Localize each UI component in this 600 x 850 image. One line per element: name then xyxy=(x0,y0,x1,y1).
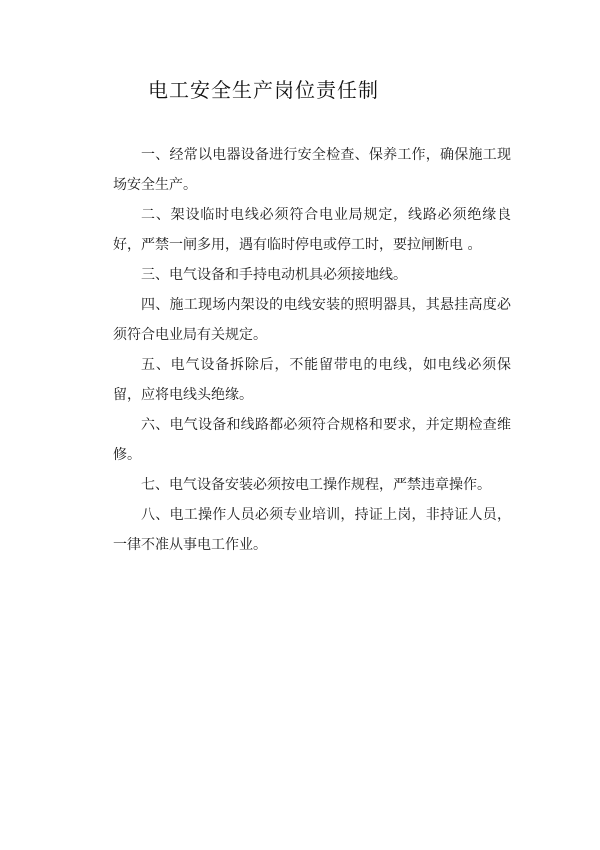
list-item: 七、电气设备安装必须按电工操作规程，严禁违章操作。 xyxy=(141,477,491,493)
list-item: 八、电工操作人员必须专业培训，持证上岗，非持证人员，一律不准从事电工作业。 xyxy=(113,507,511,553)
responsibility-list xyxy=(113,140,511,560)
list-item: 三、电气设备和手持电动机具必须接地线。 xyxy=(141,267,407,283)
list-item: 一、经常以电器设备进行安全检查、保养工作，确保施工现场安全生产。 xyxy=(113,147,511,193)
list-item: 二、架设临时电线必须符合电业局规定，线路必须绝缘良好，严禁一闸多用，遇有临时停电或停工时，要拉闸断电 。 xyxy=(113,207,511,253)
document-title: 电工安全生产岗位责任制 xyxy=(148,78,379,102)
list-item: 四、施工现场内架设的电线安装的照明器具，其悬挂高度必须符合电业局有关规定。 xyxy=(113,297,511,343)
list-item: 五、电气设备拆除后，不能留带电的电线，如电线必须保留，应将电线头绝缘。 xyxy=(113,357,511,403)
list-item: 六、电气设备和线路都必须符合规格和要求，并定期检查维修。 xyxy=(113,417,511,463)
